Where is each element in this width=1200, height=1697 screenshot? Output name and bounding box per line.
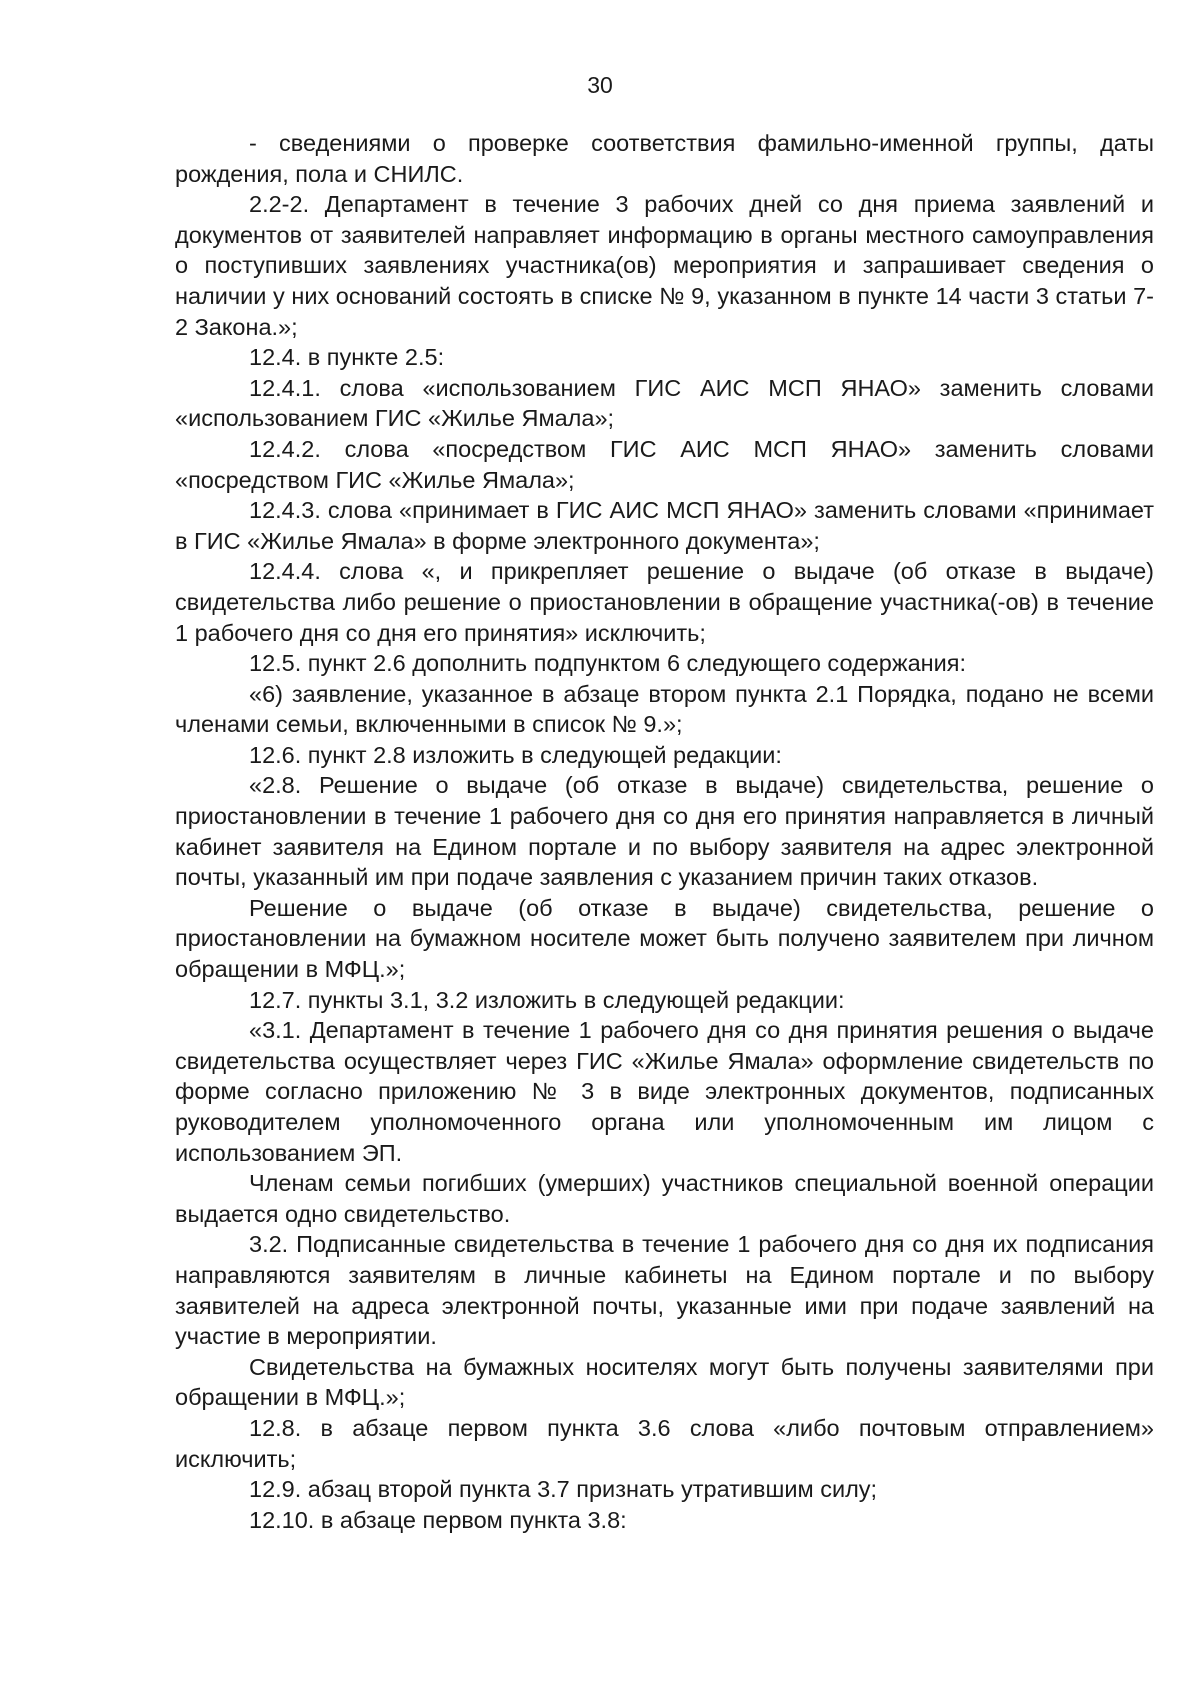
paragraph: 12.8. в абзаце первом пункта 3.6 слова «либо почтовым отправлением» исключить;	[175, 1414, 1154, 1472]
paragraph: 12.10. в абзаце первом пункта 3.8:	[249, 1506, 627, 1533]
paragraph: 12.4.1. слова «использованием ГИС АИС МСП ЯНАО» заменить словами «использованием ГИС «Жилье Ямала»;	[175, 374, 1154, 432]
paragraph: - сведениями о проверке соответствия фамильно-именной группы, даты рождения, пола и СНИЛС.	[175, 130, 1154, 187]
paragraph: 12.4.2. слова «посредством ГИС АИС МСП ЯНАО» заменить словами «посредством ГИС «Жилье Ямала»;	[175, 435, 1154, 493]
paragraph: «2.8. Решение о выдаче (об отказе в выдаче) свидетельства, решение о приостановлении в течение 1 рабочего дня со дня его принятия направляется в личный кабинет заявителя на Едином портале и по выбору заявителя на адрес электронной почты, указанный им при подаче заявления с указанием причин таких отказов.	[175, 772, 1154, 891]
paragraph: 2.2-2. Департамент в течение 3 рабочих дней со дня приема заявлений и документов от заявителей направляет информацию в органы местного самоуправления о поступивших заявлениях участника(ов) мероприятия и запрашивает сведения о наличии у них оснований состоять в списке № 9, указанном в пункте 14 части 3 статьи 7-2 Закона.»;	[175, 191, 1154, 340]
paragraph: 12.9. абзац второй пункта 3.7 признать утратившим силу;	[249, 1476, 878, 1503]
paragraph: 12.5. пункт 2.6 дополнить подпунктом 6 следующего содержания:	[249, 650, 967, 677]
paragraph: 12.7. пункты 3.1, 3.2 изложить в следующей редакции:	[249, 986, 845, 1013]
paragraph: 12.6. пункт 2.8 изложить в следующей редакции:	[249, 741, 782, 768]
paragraph: 12.4. в пункте 2.5:	[249, 344, 445, 371]
paragraph: «3.1. Департамент в течение 1 рабочего дня со дня принятия решения о выдаче свидетельства осуществляет через ГИС «Жилье Ямала» оформление свидетельств по форме согласно приложению № 3 в виде электронных документов, подписанных руководителем уполномоченного органа или уполномоченным им лицом с использованием ЭП.	[175, 1017, 1154, 1166]
paragraph: Свидетельства на бумажных носителях могут быть получены заявителями при обращении в МФЦ.»;	[175, 1353, 1154, 1411]
paragraph: 3.2. Подписанные свидетельства в течение 1 рабочего дня со дня их подписания направляются заявителям в личные кабинеты на Едином портале и по выбору заявителей на адреса электронной почты, указанные ими при подаче заявлений на участие в мероприятии.	[175, 1231, 1154, 1350]
paragraph: Решение о выдаче (об отказе в выдаче) свидетельства, решение о приостановлении на бумажном носителе может быть получено заявителем при личном обращении в МФЦ.»;	[175, 894, 1154, 983]
paragraph: 12.4.3. слова «принимает в ГИС АИС МСП ЯНАО» заменить словами «принимает в ГИС «Жилье Ямала» в форме электронного документа»;	[175, 497, 1154, 554]
paragraph: 12.4.4. слова «, и прикрепляет решение о выдаче (об отказе в выдаче) свидетельства либо решение о приостановлении в обращение участника(-ов) в течение 1 рабочего дня со дня его принятия» исключить;	[175, 558, 1154, 646]
document-body	[175, 128, 1154, 1535]
paragraph: Членам семьи погибших (умерших) участников специальной военной операции выдается одно свидетельство.	[175, 1170, 1154, 1227]
paragraph: «6) заявление, указанное в абзаце втором пункта 2.1 Порядка, подано не всеми членами семьи, включенными в список № 9.»;	[175, 680, 1154, 738]
page-number: 30	[587, 72, 613, 98]
